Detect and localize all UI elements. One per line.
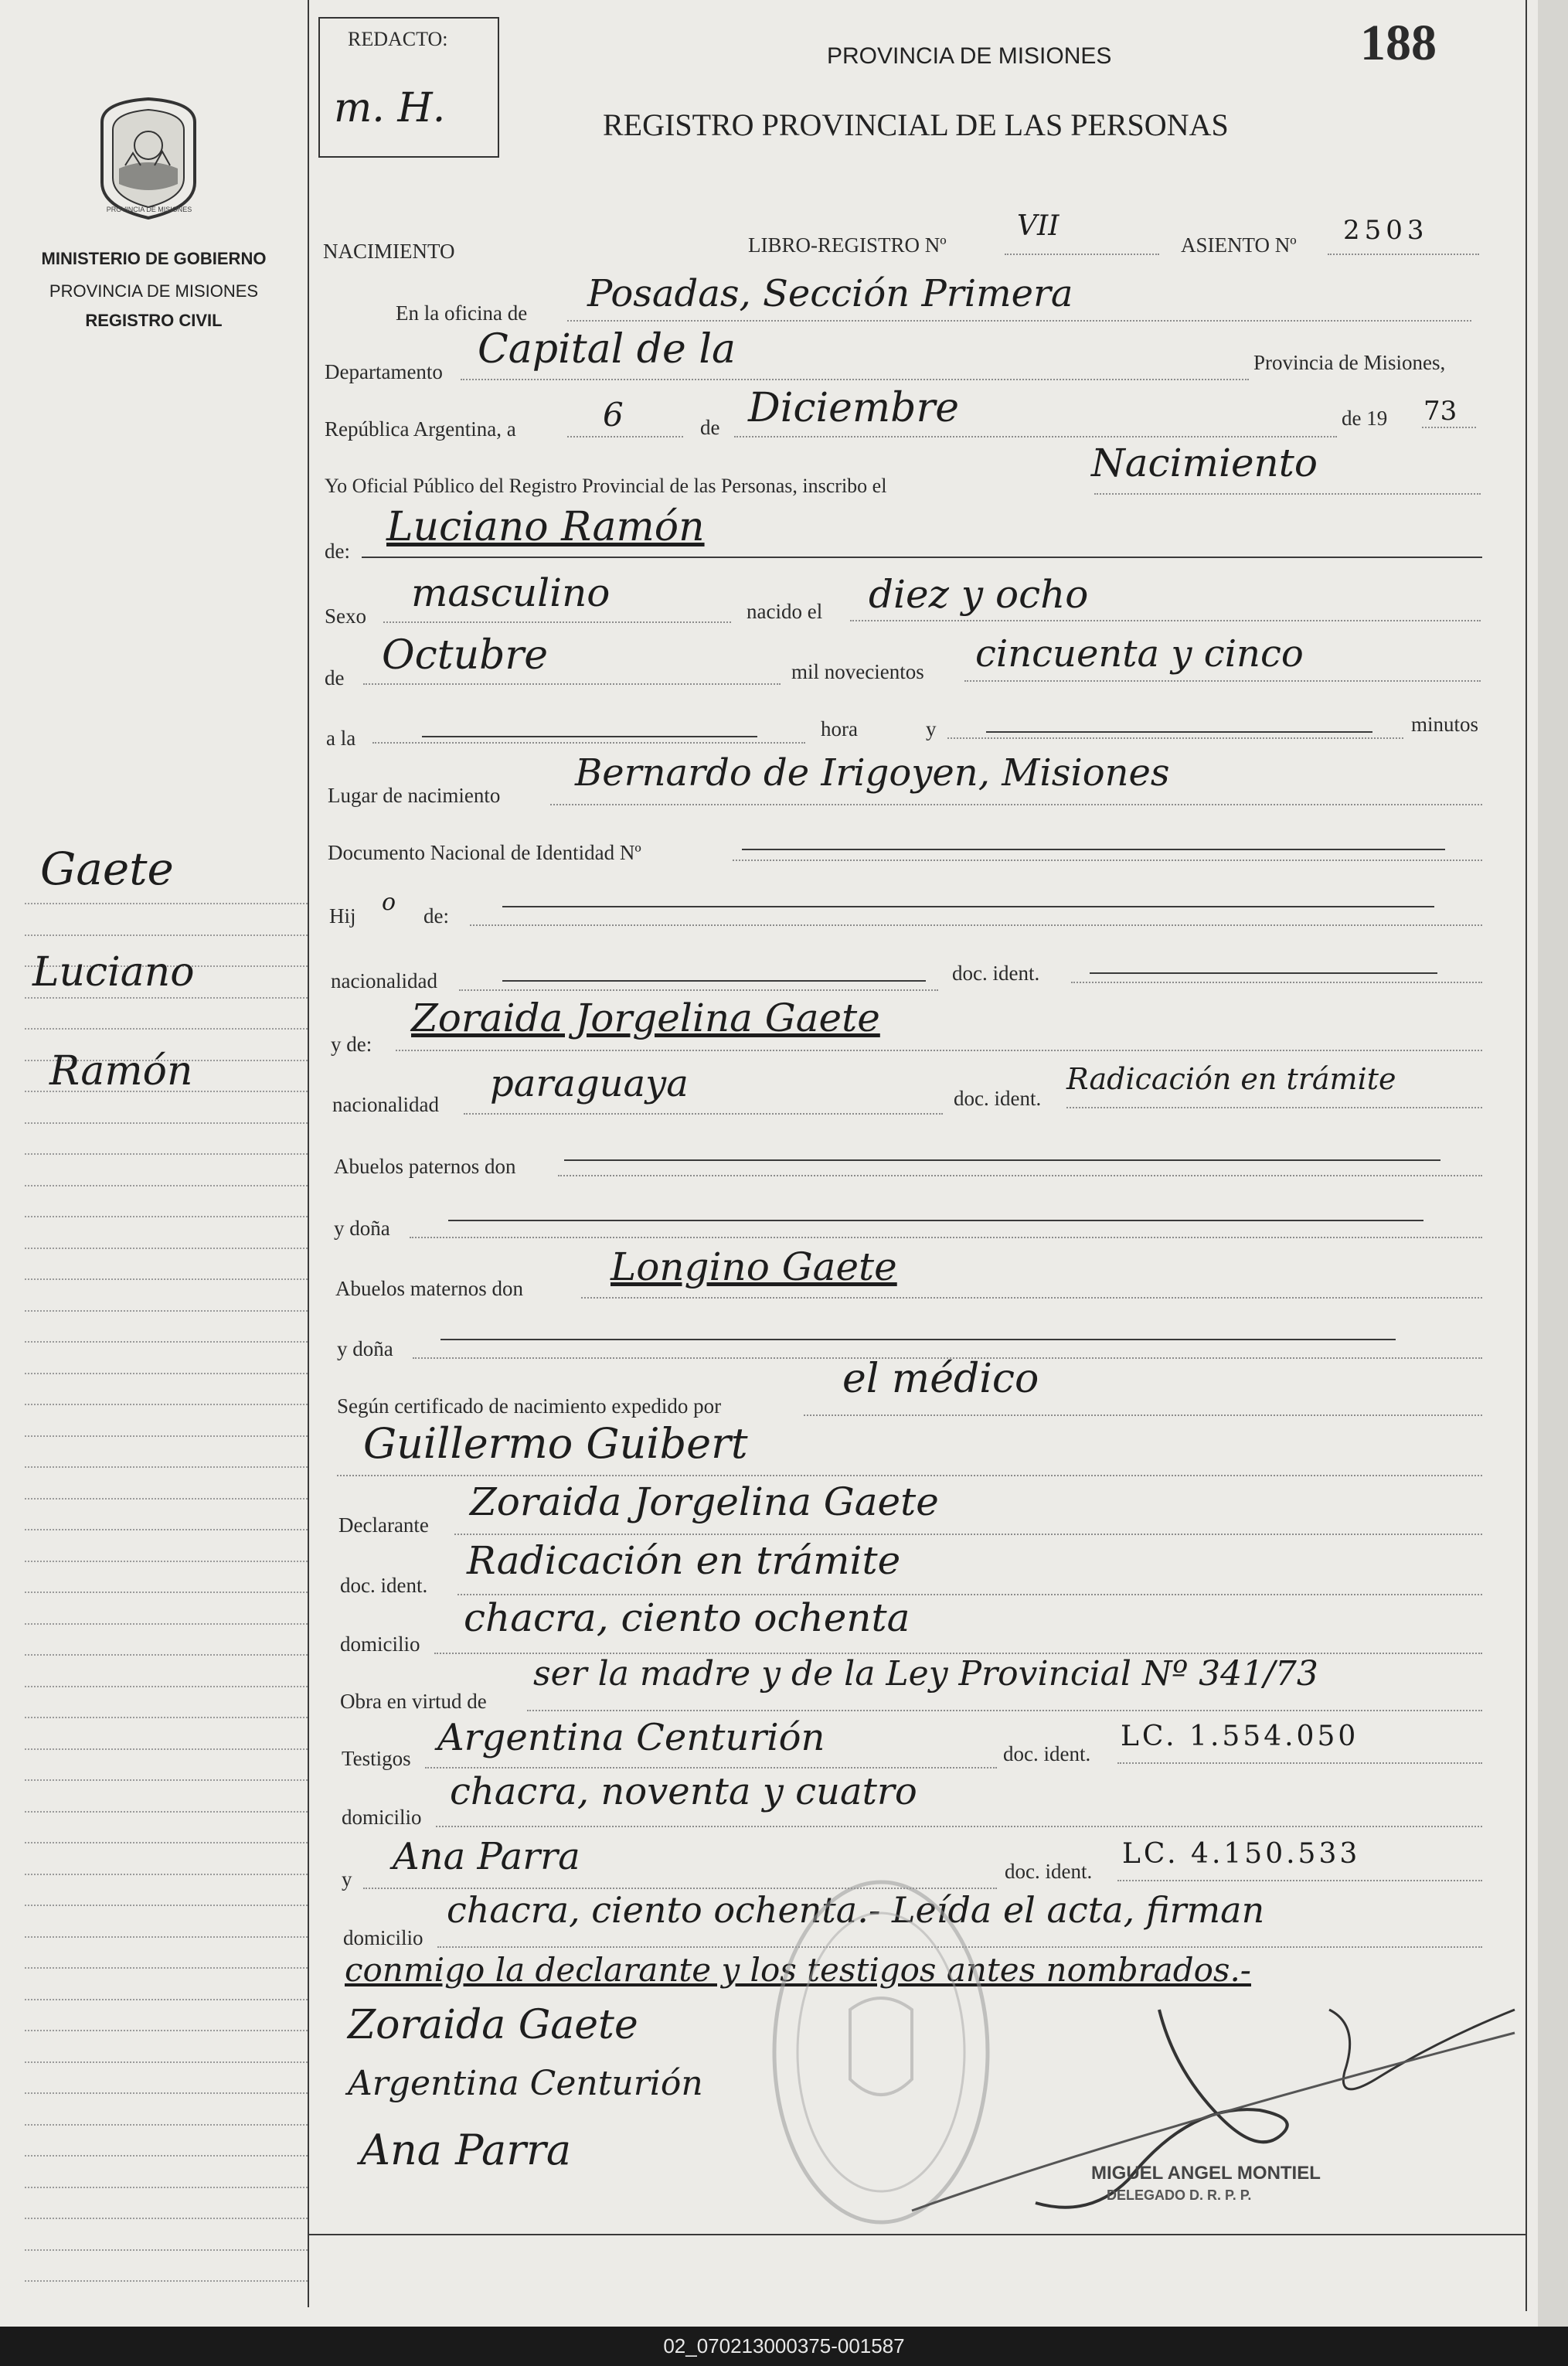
mes-line: [734, 436, 1337, 437]
medico-value: Guillermo Guibert: [363, 1419, 748, 1468]
nacionalidad-label: nacionalidad: [331, 969, 437, 992]
margin-rule: [25, 1779, 308, 1781]
testigo1-line: [425, 1767, 997, 1769]
margin-rule: [25, 2218, 308, 2219]
minutos-label: minutos: [1411, 713, 1479, 736]
libro-line: [1005, 254, 1159, 255]
mes-nac-value: Octubre: [382, 632, 549, 679]
hijo-value: o: [382, 889, 396, 916]
hijo-dash: [502, 906, 1434, 907]
docident-dash: [1090, 972, 1437, 974]
lugar-label: Lugar de nacimiento: [328, 784, 501, 807]
declarante-label: Declarante: [338, 1513, 429, 1537]
declarante-value: Zoraida Jorgelina Gaete: [470, 1479, 939, 1524]
domicilio-value: chacra, ciento ochenta: [464, 1595, 910, 1640]
margin-rule: [25, 1248, 308, 1249]
sexo-line: [383, 621, 731, 623]
signature-3: Ana Parra: [360, 2126, 572, 2174]
margin-rule: [25, 1561, 308, 1562]
margin-rule: [25, 934, 308, 936]
official-title: DELEGADO D. R. P. P.: [1107, 2187, 1252, 2203]
docident2-value: Radicación en trámite: [1066, 1062, 1396, 1096]
margin-rule: [25, 1842, 308, 1843]
docident3-value: Radicación en trámite: [467, 1538, 901, 1583]
oficial-label: Yo Oficial Público del Registro Provincial de las Personas, inscribo el: [325, 475, 887, 497]
medico-line: [337, 1475, 1482, 1476]
sexo-value: masculino: [411, 570, 611, 615]
sexo-label: Sexo: [325, 604, 366, 628]
asiento-line: [1328, 254, 1479, 255]
lugar-value: Bernardo de Irigoyen, Misiones: [575, 751, 1170, 795]
dni-dot-line: [733, 860, 1482, 861]
margin-rule: [25, 1153, 308, 1155]
anio-value: 73: [1423, 396, 1457, 427]
testigos-label: Testigos: [342, 1747, 411, 1770]
abuelos-mat-label: Abuelos maternos don: [335, 1277, 523, 1300]
margin-rule: [25, 1529, 308, 1530]
docident4-value: LC. 1.554.050: [1121, 1721, 1359, 1752]
ydona-label: y doña: [334, 1217, 390, 1240]
domicilio-label: domicilio: [340, 1632, 420, 1656]
provincia-label: Provincia de Misiones,: [1253, 351, 1446, 374]
domicilio3-value: chacra, ciento ochenta.- Leída el acta, firman: [447, 1889, 1265, 1931]
domicilio2-label: domicilio: [342, 1806, 422, 1829]
margin-rule: [25, 1686, 308, 1687]
margin-name-2: Ramón: [49, 1048, 193, 1094]
closing-value: conmigo la declarante y los testigos antes nombrados.-: [345, 1951, 1251, 1989]
margin-rule: [25, 1936, 308, 1938]
signature-1: Zoraida Gaete: [348, 2002, 638, 2048]
oficina-line: [567, 320, 1471, 322]
lugar-line: [550, 804, 1482, 805]
obra-value: ser la madre y de la Ley Provincial Nº 341/73: [533, 1654, 1318, 1694]
anio-label: de 19: [1342, 407, 1388, 430]
ministry-line-2: PROVINCIA DE MISIONES: [49, 281, 259, 301]
de2-label: de: [325, 666, 345, 689]
mes-value: Diciembre: [748, 385, 960, 431]
madre-line: [396, 1050, 1482, 1051]
domicilio2-line: [436, 1826, 1482, 1827]
asiento-label: ASIENTO Nº: [1181, 233, 1297, 257]
obra-line: [527, 1710, 1482, 1711]
departamento-value: Capital de la: [478, 326, 736, 373]
nacido-label: nacido el: [747, 600, 823, 623]
dni-label: Documento Nacional de Identidad Nº: [328, 841, 641, 864]
de-label: de: [700, 416, 720, 439]
docident2-label: doc. ident.: [954, 1087, 1042, 1110]
margin-rule: [25, 1185, 308, 1186]
margin-rule: [25, 1122, 308, 1124]
docident4-line: [1117, 1762, 1482, 1764]
nacionalidad2-line: [464, 1113, 943, 1115]
hijo-label: Hij: [329, 904, 356, 928]
form-bottom-border: [308, 2234, 1525, 2235]
testigo1-value: Argentina Centurión: [437, 1716, 825, 1759]
form-right-border: [1525, 0, 1527, 2311]
anio-line: [1422, 427, 1476, 428]
margin-rule: [25, 2155, 308, 2157]
libro-value: VII: [1017, 210, 1060, 242]
testigo2-value: Ana Parra: [393, 1835, 580, 1878]
oficial-line: [1094, 493, 1481, 495]
margin-rule: [25, 2061, 308, 2063]
hijo-dot-line: [470, 924, 1482, 926]
obra-label: Obra en virtud de: [340, 1690, 487, 1713]
madre-value: Zoraida Jorgelina Gaete: [411, 996, 880, 1040]
declarante-line: [454, 1534, 1482, 1535]
margin-rule: [25, 2280, 308, 2282]
anio-nac-line: [964, 680, 1481, 682]
domicilio2-value: chacra, noventa y cuatro: [450, 1770, 917, 1813]
docident-label: doc. ident.: [952, 962, 1040, 985]
margin-rule: [25, 1874, 308, 1875]
segun-value: el médico: [842, 1356, 1039, 1402]
ministry-seal-icon: [87, 91, 210, 223]
nacido-value: diez y ocho: [869, 572, 1089, 617]
margin-rule: [25, 2249, 308, 2251]
redacto-value: m. H.: [334, 85, 446, 131]
ministry-line-1: MINISTERIO DE GOBIERNO: [41, 249, 267, 268]
republica-label: República Argentina, a: [325, 417, 516, 441]
margin-rule: [25, 1435, 308, 1437]
ydona-dash: [448, 1220, 1423, 1221]
docident5-value: LC. 4.150.533: [1122, 1838, 1361, 1870]
margin-rule: [25, 1905, 308, 1906]
y-label: y: [926, 717, 937, 740]
oficina-value: Posadas, Sección Primera: [587, 272, 1073, 315]
margin-surname: Gaete: [40, 843, 174, 895]
margin-rule: [25, 2092, 308, 2094]
header-province: PROVINCIA DE MISIONES: [827, 43, 1112, 69]
margin-rule: [25, 1310, 308, 1312]
minutos-dot-line: [947, 737, 1403, 739]
dia-value: 6: [603, 396, 624, 434]
margin-rule: [25, 1373, 308, 1374]
abuelos-pat-line: [558, 1175, 1482, 1176]
dni-dash: [742, 849, 1445, 850]
ministry-line-3: REGISTRO CIVIL: [85, 311, 223, 330]
asiento-value: 2503: [1343, 215, 1429, 246]
ydona2-label: y doña: [337, 1337, 393, 1360]
anio-nac-value: cincuenta y cinco: [975, 632, 1304, 676]
hora-dash: [422, 736, 757, 737]
seal-caption: PROVINCIA DE MISIONES: [106, 206, 192, 213]
footer-caption: 02_070213000375-001587: [663, 2334, 905, 2357]
margin-rule: [25, 2187, 308, 2188]
ydona2-dash: [440, 1339, 1396, 1340]
abuelos-pat-dash: [564, 1159, 1440, 1161]
margin-rule: [25, 2124, 308, 2126]
margin-rule: [25, 1999, 308, 2000]
yde-label: y de:: [331, 1033, 372, 1056]
margin-rule: [25, 1623, 308, 1625]
record-type-label: NACIMIENTO: [323, 240, 455, 263]
margin-rule: [25, 903, 308, 904]
signature-2: Argentina Centurión: [348, 2064, 703, 2103]
docident3-label: doc. ident.: [340, 1574, 428, 1597]
form-left-border: [308, 0, 309, 2307]
margin-rule: [25, 1404, 308, 1405]
oficial-value: Nacimiento: [1091, 441, 1318, 485]
nombre-line: [362, 557, 1482, 558]
mes-nac-line: [363, 683, 781, 685]
y2-label: y: [342, 1867, 352, 1891]
redacto-box: [318, 17, 499, 158]
hora-label: hora: [821, 717, 858, 740]
nacido-line: [850, 620, 1481, 621]
nacionalidad2-label: nacionalidad: [332, 1093, 439, 1116]
segun-line: [804, 1414, 1482, 1416]
margin-rule: [25, 1028, 308, 1030]
docident5-label: doc. ident.: [1005, 1860, 1093, 1883]
margin-name-1: Luciano: [32, 949, 195, 996]
margin-rule: [25, 1748, 308, 1750]
departamento-line: [461, 379, 1249, 380]
margin-rule: [25, 1278, 308, 1280]
oficina-label: En la oficina de: [396, 301, 528, 325]
docident2-line: [1066, 1107, 1482, 1108]
departamento-label: Departamento: [325, 360, 443, 383]
folio-number: 188: [1360, 15, 1437, 71]
nacionalidad-dash: [502, 980, 926, 982]
page-edge: [1538, 0, 1568, 2327]
docident-dot-line: [1071, 982, 1482, 983]
official-name: MIGUEL ANGEL MONTIEL: [1091, 2163, 1321, 2184]
hora-dot-line: [372, 742, 805, 744]
margin-rule: [25, 1466, 308, 1468]
margin-rule: [25, 1654, 308, 1656]
margin-rule: [25, 1592, 308, 1593]
margin-rule: [25, 1341, 308, 1343]
segun-label: Según certificado de nacimiento expedido por: [337, 1394, 722, 1418]
abuelos-mat-line: [581, 1297, 1482, 1299]
minutos-dash: [986, 731, 1372, 733]
abuelos-pat-label: Abuelos paternos don: [334, 1155, 516, 1178]
margin-rule: [25, 1498, 308, 1500]
margin-rule: [25, 1811, 308, 1813]
margin-rule: [25, 1216, 308, 1217]
domicilio3-label: domicilio: [343, 1926, 423, 1949]
nacionalidad-dot-line: [459, 989, 938, 991]
abuelo-mat-value: Longino Gaete: [611, 1244, 897, 1289]
docident4-label: doc. ident.: [1003, 1742, 1091, 1765]
margin-rule: [25, 2030, 308, 2031]
libro-label: LIBRO-REGISTRO Nº: [748, 233, 947, 257]
margin-rule: [25, 997, 308, 999]
margin-rule: [25, 1967, 308, 1969]
nombre-value: Luciano Ramón: [386, 504, 705, 550]
margin-rule: [25, 1717, 308, 1718]
header-title: REGISTRO PROVINCIAL DE LAS PERSONAS: [603, 107, 1229, 142]
docident5-line: [1117, 1880, 1482, 1881]
dia-line: [567, 436, 683, 437]
redacto-label: REDACTO:: [348, 28, 448, 50]
de-nombre-label: de:: [325, 540, 350, 563]
ala-label: a la: [326, 727, 356, 750]
hijo-de-label: de:: [423, 904, 449, 928]
ydona-line: [410, 1237, 1482, 1238]
mil-label: mil novecientos: [791, 660, 924, 683]
nacionalidad2-value: paraguaya: [490, 1062, 689, 1105]
